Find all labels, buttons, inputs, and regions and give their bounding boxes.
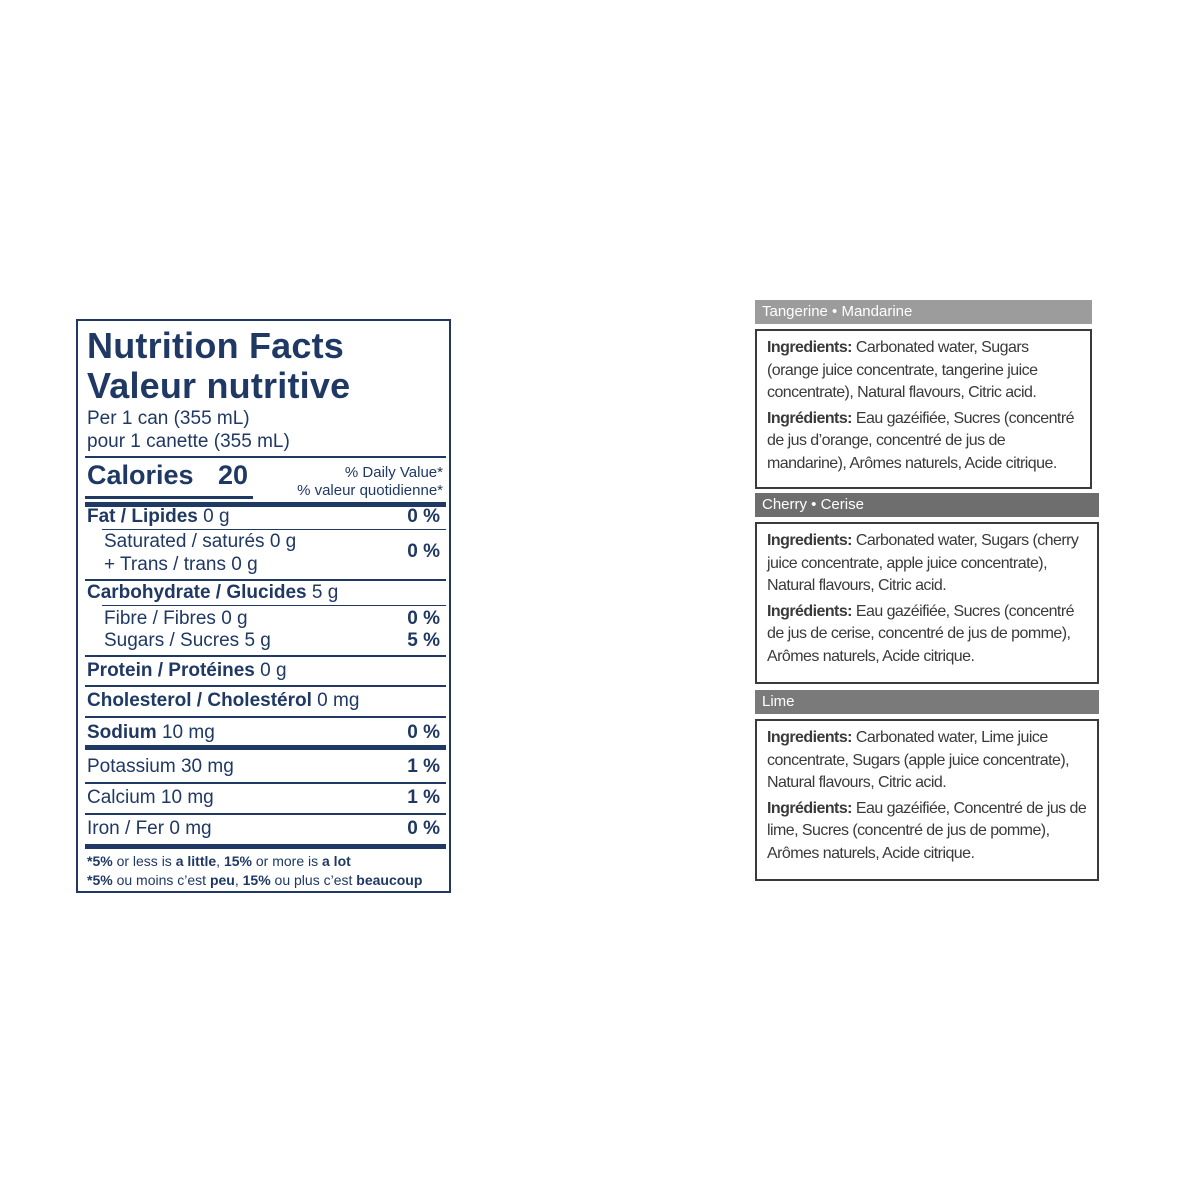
nutrient-amount: 0 mg: [317, 690, 360, 711]
nutrient-label: Fat / Lipides: [87, 506, 198, 527]
ingredients-text: Eau gazéifiée, Concentré de jus de lime, Sucres (concentré de jus de pomme), Arômes naturels, Acide citrique.: [767, 799, 1087, 862]
nutrient-label: Saturated / saturés: [104, 531, 265, 552]
ingredients-text: Eau gazéifiée, Sucres (concentré de jus de cerise, concentré de jus de pomme), Arômes naturels, Acide citrique.: [767, 602, 1074, 665]
nutrient-amount: 10 mg: [160, 787, 214, 808]
flavour-header-lime: Lime: [755, 690, 1099, 714]
nutrient-dv-fat: 0 %: [407, 506, 440, 527]
nutrition-facts-panel: [76, 319, 451, 893]
nutrient-amount: 0 mg: [169, 818, 212, 839]
rule-thin: [85, 782, 446, 784]
rule-thin: [85, 655, 446, 657]
ingredients-fr: [767, 798, 1088, 866]
rule-thin: [85, 813, 446, 815]
footnote-text: peu: [209, 872, 235, 888]
nutrient-row-trans: [104, 554, 258, 576]
footnote-text: *5%: [87, 853, 113, 869]
nutrient-row-sugars: [104, 630, 271, 652]
footnote-text: a little: [175, 853, 217, 869]
nutrient-dv-calcium: 1 %: [407, 787, 440, 808]
nutrient-amount: 10 mg: [161, 722, 215, 743]
rule-thin: [102, 529, 446, 530]
rule-top: [85, 456, 446, 458]
ingredients-label: Ingredients:: [767, 339, 852, 356]
nutrient-label: Carbohydrate / Glucides: [87, 582, 307, 603]
flavour-header-tangerine: Tangerine • Mandarine: [755, 300, 1092, 324]
nutrient-label: Calcium: [87, 787, 156, 808]
footnote-text: a lot: [322, 853, 351, 869]
nutrient-label: Fibre / Fibres: [104, 608, 216, 629]
nutrient-label: Iron / Fer: [87, 818, 165, 839]
ingredients-text: Carbonated water, Sugars (cherry juice concentrate, apple juice concentrate), Natural flavours, Citric acid.: [767, 532, 1079, 594]
ingredients-label: Ingredients:: [767, 532, 852, 549]
nutrient-amount: 0 g: [203, 506, 230, 527]
nutrient-label: Cholesterol / Cholestérol: [87, 690, 312, 711]
footnote-text: ou plus c’est: [270, 872, 357, 888]
ingredients-label: Ingrédients:: [767, 409, 852, 427]
ingredients-box-tangerine: [755, 329, 1092, 489]
rule-thin: [85, 716, 446, 718]
nutrient-dv-sat-trans: 0 %: [407, 541, 440, 562]
nutrient-dv-iron: 0 %: [407, 818, 440, 839]
nutrient-label: + Trans / trans: [104, 554, 226, 575]
footnote-text: or more is: [251, 853, 322, 869]
serving-size-fr: pour 1 canette (355 mL): [87, 431, 290, 452]
rule-thin: [85, 579, 446, 581]
title-en: Nutrition Facts: [87, 325, 345, 366]
nutrient-dv-sugars: 5 %: [407, 630, 440, 651]
nutrient-row-protein: [87, 660, 287, 682]
nutrient-row-sodium: [87, 722, 215, 744]
ingredients-label: Ingrédients:: [767, 602, 852, 620]
calories-value: 20: [218, 460, 249, 490]
ingredients-fr: [767, 601, 1088, 669]
footnote-text: ,: [234, 872, 243, 888]
rule-thin: [102, 605, 446, 606]
nutrient-row-calcium: [87, 787, 214, 809]
daily-value-header-en: % Daily Value*: [344, 464, 443, 481]
nutrient-label: Sodium: [87, 722, 157, 743]
nutrient-amount: 0 g: [260, 660, 287, 681]
nutrient-row-carbohydrate: [87, 582, 338, 604]
nutrient-row-fibre: [104, 608, 248, 630]
footnote-text: 15%: [223, 853, 252, 869]
ingredients-label: Ingrédients:: [767, 799, 852, 817]
ingredients-box-cherry: [755, 522, 1099, 684]
nutrient-dv-potassium: 1 %: [407, 756, 440, 777]
footnote-text: beaucoup: [356, 872, 423, 888]
nutrient-label: Potassium: [87, 756, 176, 777]
title-fr: Valeur nutritive: [87, 365, 351, 406]
nutrient-row-fat: [87, 506, 230, 528]
serving-size-en: Per 1 can (355 mL): [87, 408, 250, 429]
calories-label: Calories: [87, 460, 194, 490]
daily-value-header-fr: % valeur quotidienne*: [297, 482, 443, 499]
ingredients-en: [767, 530, 1088, 598]
nutrient-amount: 0 g: [221, 608, 248, 629]
nutrient-amount: 30 mg: [180, 756, 234, 777]
nutrient-label: Sugars / Sucres: [104, 630, 240, 651]
nutrient-row-cholesterol: [87, 690, 359, 712]
footnote-en: [87, 853, 351, 869]
flavour-header-cherry: Cherry • Cerise: [755, 493, 1099, 517]
footnote-fr: [87, 872, 422, 888]
ingredients-en: [767, 337, 1081, 405]
nutrient-dv-fibre: 0 %: [407, 608, 440, 629]
footnote-text: or less is: [112, 853, 176, 869]
nutrient-row-iron: [87, 818, 212, 840]
ingredients-en: [767, 727, 1088, 795]
nutrient-row-saturated: [104, 531, 296, 553]
nutrient-amount: 0 g: [269, 531, 297, 552]
footnote-text: 15%: [242, 872, 271, 888]
nutrient-row-potassium: [87, 756, 234, 778]
ingredients-box-lime: [755, 719, 1099, 881]
nutrient-amount: 5 g: [244, 630, 271, 651]
calories-underline: [85, 496, 253, 499]
footnote-text: ,: [216, 853, 224, 869]
ingredients-fr: [767, 408, 1081, 476]
nutrient-label: Protein / Protéines: [87, 660, 255, 681]
ingredients-label: Ingredients:: [767, 729, 852, 746]
footnote-text: ou moins c’est: [112, 872, 210, 888]
ingredients-text: Carbonated water, Sugars (orange juice concentrate, tangerine juice concentrate), Natural flavours, Citric acid.: [767, 339, 1038, 401]
rule-thick: [85, 844, 446, 849]
nutrient-amount: 5 g: [311, 582, 339, 603]
rule-thin: [85, 685, 446, 687]
rule-thick: [85, 745, 446, 750]
footnote-text: *5%: [87, 872, 113, 888]
nutrient-amount: 0 g: [231, 554, 258, 575]
ingredients-text: Carbonated water, Lime juice concentrate, Sugars (apple juice concentrate), Natural flavours, Citric acid.: [767, 729, 1069, 791]
nutrient-dv-sodium: 0 %: [407, 722, 440, 743]
ingredients-text: Eau gazéifiée, Sucres (concentré de jus d’orange, concentré de jus de mandarine), Arômes naturels, Acide citrique.: [767, 409, 1074, 472]
